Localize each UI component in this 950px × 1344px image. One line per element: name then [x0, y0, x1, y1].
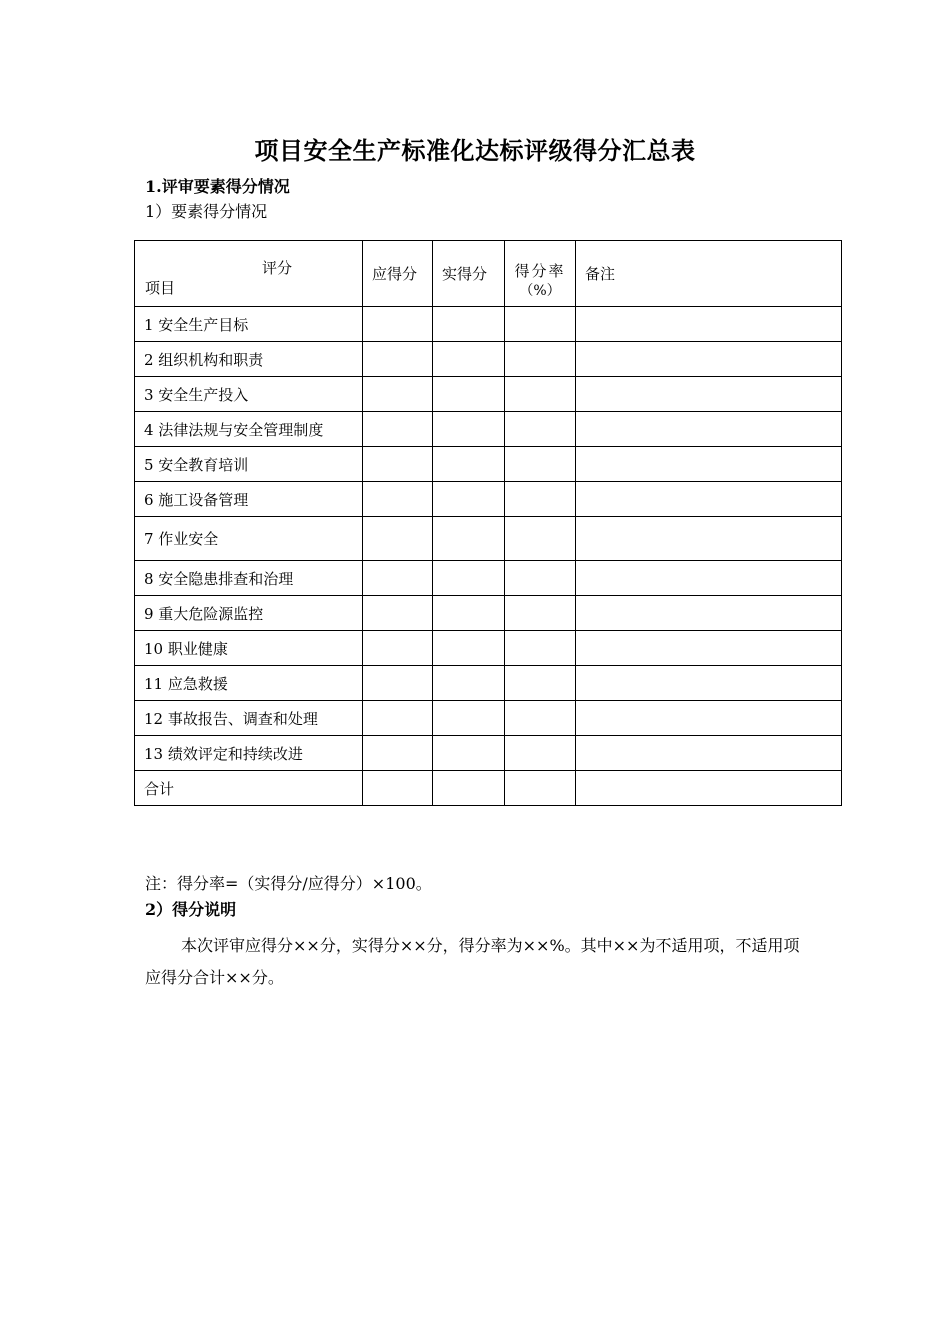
- table-row: [135, 631, 842, 666]
- row-item-label: 3 安全生产投入: [135, 377, 363, 412]
- expected-score-cell[interactable]: [363, 342, 433, 377]
- actual-score-cell[interactable]: [433, 701, 505, 736]
- table-row: [135, 596, 842, 631]
- actual-score-cell[interactable]: [433, 482, 505, 517]
- score-rate-cell[interactable]: [505, 412, 576, 447]
- header-remarks: 备注: [576, 241, 842, 307]
- score-rate-cell[interactable]: [505, 736, 576, 771]
- total-row: [135, 771, 842, 806]
- actual-score-cell[interactable]: [433, 631, 505, 666]
- expected-score-cell[interactable]: [363, 631, 433, 666]
- expected-score-cell[interactable]: [363, 517, 433, 561]
- score-rate-cell[interactable]: [505, 447, 576, 482]
- sub-heading: 1）要素得分情况: [145, 202, 268, 221]
- actual-score-cell[interactable]: [433, 412, 505, 447]
- formula-note: 注：得分率=（实得分/应得分）×100。: [145, 874, 432, 893]
- row-item-label: 8 安全隐患排查和治理: [135, 561, 363, 596]
- actual-score-cell[interactable]: [433, 377, 505, 412]
- row-item-label: 11 应急救援: [135, 666, 363, 701]
- actual-score-cell[interactable]: [433, 596, 505, 631]
- expected-score-cell[interactable]: [363, 771, 433, 806]
- actual-score-cell[interactable]: [433, 517, 505, 561]
- row-item-label: 6 施工设备管理: [135, 482, 363, 517]
- header-corner-cell: [135, 241, 363, 307]
- explanation-body: 本次评审应得分××分，实得分××分，得分率为××%。其中××为不适用项，不适用项应得分合计××分。: [145, 936, 800, 987]
- expected-score-cell[interactable]: [363, 666, 433, 701]
- header-score-rate-unit: （%）: [519, 282, 561, 299]
- row-item-label: 1 安全生产目标: [135, 307, 363, 342]
- row-item-label: 9 重大危险源监控: [135, 596, 363, 631]
- score-rate-cell[interactable]: [505, 631, 576, 666]
- score-rate-cell[interactable]: [505, 596, 576, 631]
- table-row: [135, 412, 842, 447]
- row-item-label: 13 绩效评定和持续改进: [135, 736, 363, 771]
- table-row: [135, 447, 842, 482]
- expected-score-cell[interactable]: [363, 736, 433, 771]
- table-row: [135, 482, 842, 517]
- expected-score-cell[interactable]: [363, 412, 433, 447]
- header-score-rate-label: 得分率: [514, 261, 566, 280]
- score-rate-cell[interactable]: [505, 701, 576, 736]
- remarks-cell[interactable]: [576, 596, 842, 631]
- remarks-cell[interactable]: [576, 517, 842, 561]
- table-row: [135, 736, 842, 771]
- remarks-cell[interactable]: [576, 342, 842, 377]
- score-rate-cell[interactable]: [505, 482, 576, 517]
- table-row: [135, 701, 842, 736]
- remarks-cell[interactable]: [576, 307, 842, 342]
- explanation-heading: 2）得分说明: [145, 900, 237, 919]
- expected-score-cell[interactable]: [363, 377, 433, 412]
- row-item-label: 5 安全教育培训: [135, 447, 363, 482]
- expected-score-cell[interactable]: [363, 447, 433, 482]
- table-row: [135, 307, 842, 342]
- total-label: 合计: [135, 771, 363, 806]
- remarks-cell[interactable]: [576, 736, 842, 771]
- row-item-label: 12 事故报告、调查和处理: [135, 701, 363, 736]
- expected-score-cell[interactable]: [363, 561, 433, 596]
- header-expected-score: 应得分: [363, 241, 433, 307]
- header-score-label: 评分: [262, 259, 293, 277]
- expected-score-cell[interactable]: [363, 482, 433, 517]
- remarks-cell[interactable]: [576, 377, 842, 412]
- expected-score-cell[interactable]: [363, 701, 433, 736]
- actual-score-cell[interactable]: [433, 736, 505, 771]
- remarks-cell[interactable]: [576, 447, 842, 482]
- table-row: [135, 561, 842, 596]
- page-title: 项目安全生产标准化达标评级得分汇总表: [254, 136, 696, 165]
- remarks-cell[interactable]: [576, 482, 842, 517]
- header-actual-score: 实得分: [433, 241, 505, 307]
- score-rate-cell[interactable]: [505, 377, 576, 412]
- actual-score-cell[interactable]: [433, 447, 505, 482]
- remarks-cell[interactable]: [576, 631, 842, 666]
- table-row: [135, 517, 842, 561]
- remarks-cell[interactable]: [576, 561, 842, 596]
- actual-score-cell[interactable]: [433, 561, 505, 596]
- row-item-label: 7 作业安全: [135, 517, 363, 561]
- actual-score-cell[interactable]: [433, 771, 505, 806]
- score-rate-cell[interactable]: [505, 561, 576, 596]
- row-item-label: 10 职业健康: [135, 631, 363, 666]
- row-item-label: 2 组织机构和职责: [135, 342, 363, 377]
- remarks-cell[interactable]: [576, 771, 842, 806]
- section-heading: 1.评审要素得分情况: [145, 177, 290, 196]
- actual-score-cell[interactable]: [433, 342, 505, 377]
- table-header-row: [135, 241, 842, 307]
- expected-score-cell[interactable]: [363, 596, 433, 631]
- remarks-cell[interactable]: [576, 412, 842, 447]
- score-summary-table: [134, 240, 842, 806]
- header-score-rate: [505, 241, 576, 307]
- score-rate-cell[interactable]: [505, 666, 576, 701]
- expected-score-cell[interactable]: [363, 307, 433, 342]
- remarks-cell[interactable]: [576, 701, 842, 736]
- actual-score-cell[interactable]: [433, 666, 505, 701]
- remarks-cell[interactable]: [576, 666, 842, 701]
- row-item-label: 4 法律法规与安全管理制度: [135, 412, 363, 447]
- score-rate-cell[interactable]: [505, 517, 576, 561]
- table-row: [135, 377, 842, 412]
- score-rate-cell[interactable]: [505, 771, 576, 806]
- actual-score-cell[interactable]: [433, 307, 505, 342]
- table-row: [135, 666, 842, 701]
- score-rate-cell[interactable]: [505, 307, 576, 342]
- table-row: [135, 342, 842, 377]
- header-item-label: 项目: [145, 279, 176, 297]
- score-rate-cell[interactable]: [505, 342, 576, 377]
